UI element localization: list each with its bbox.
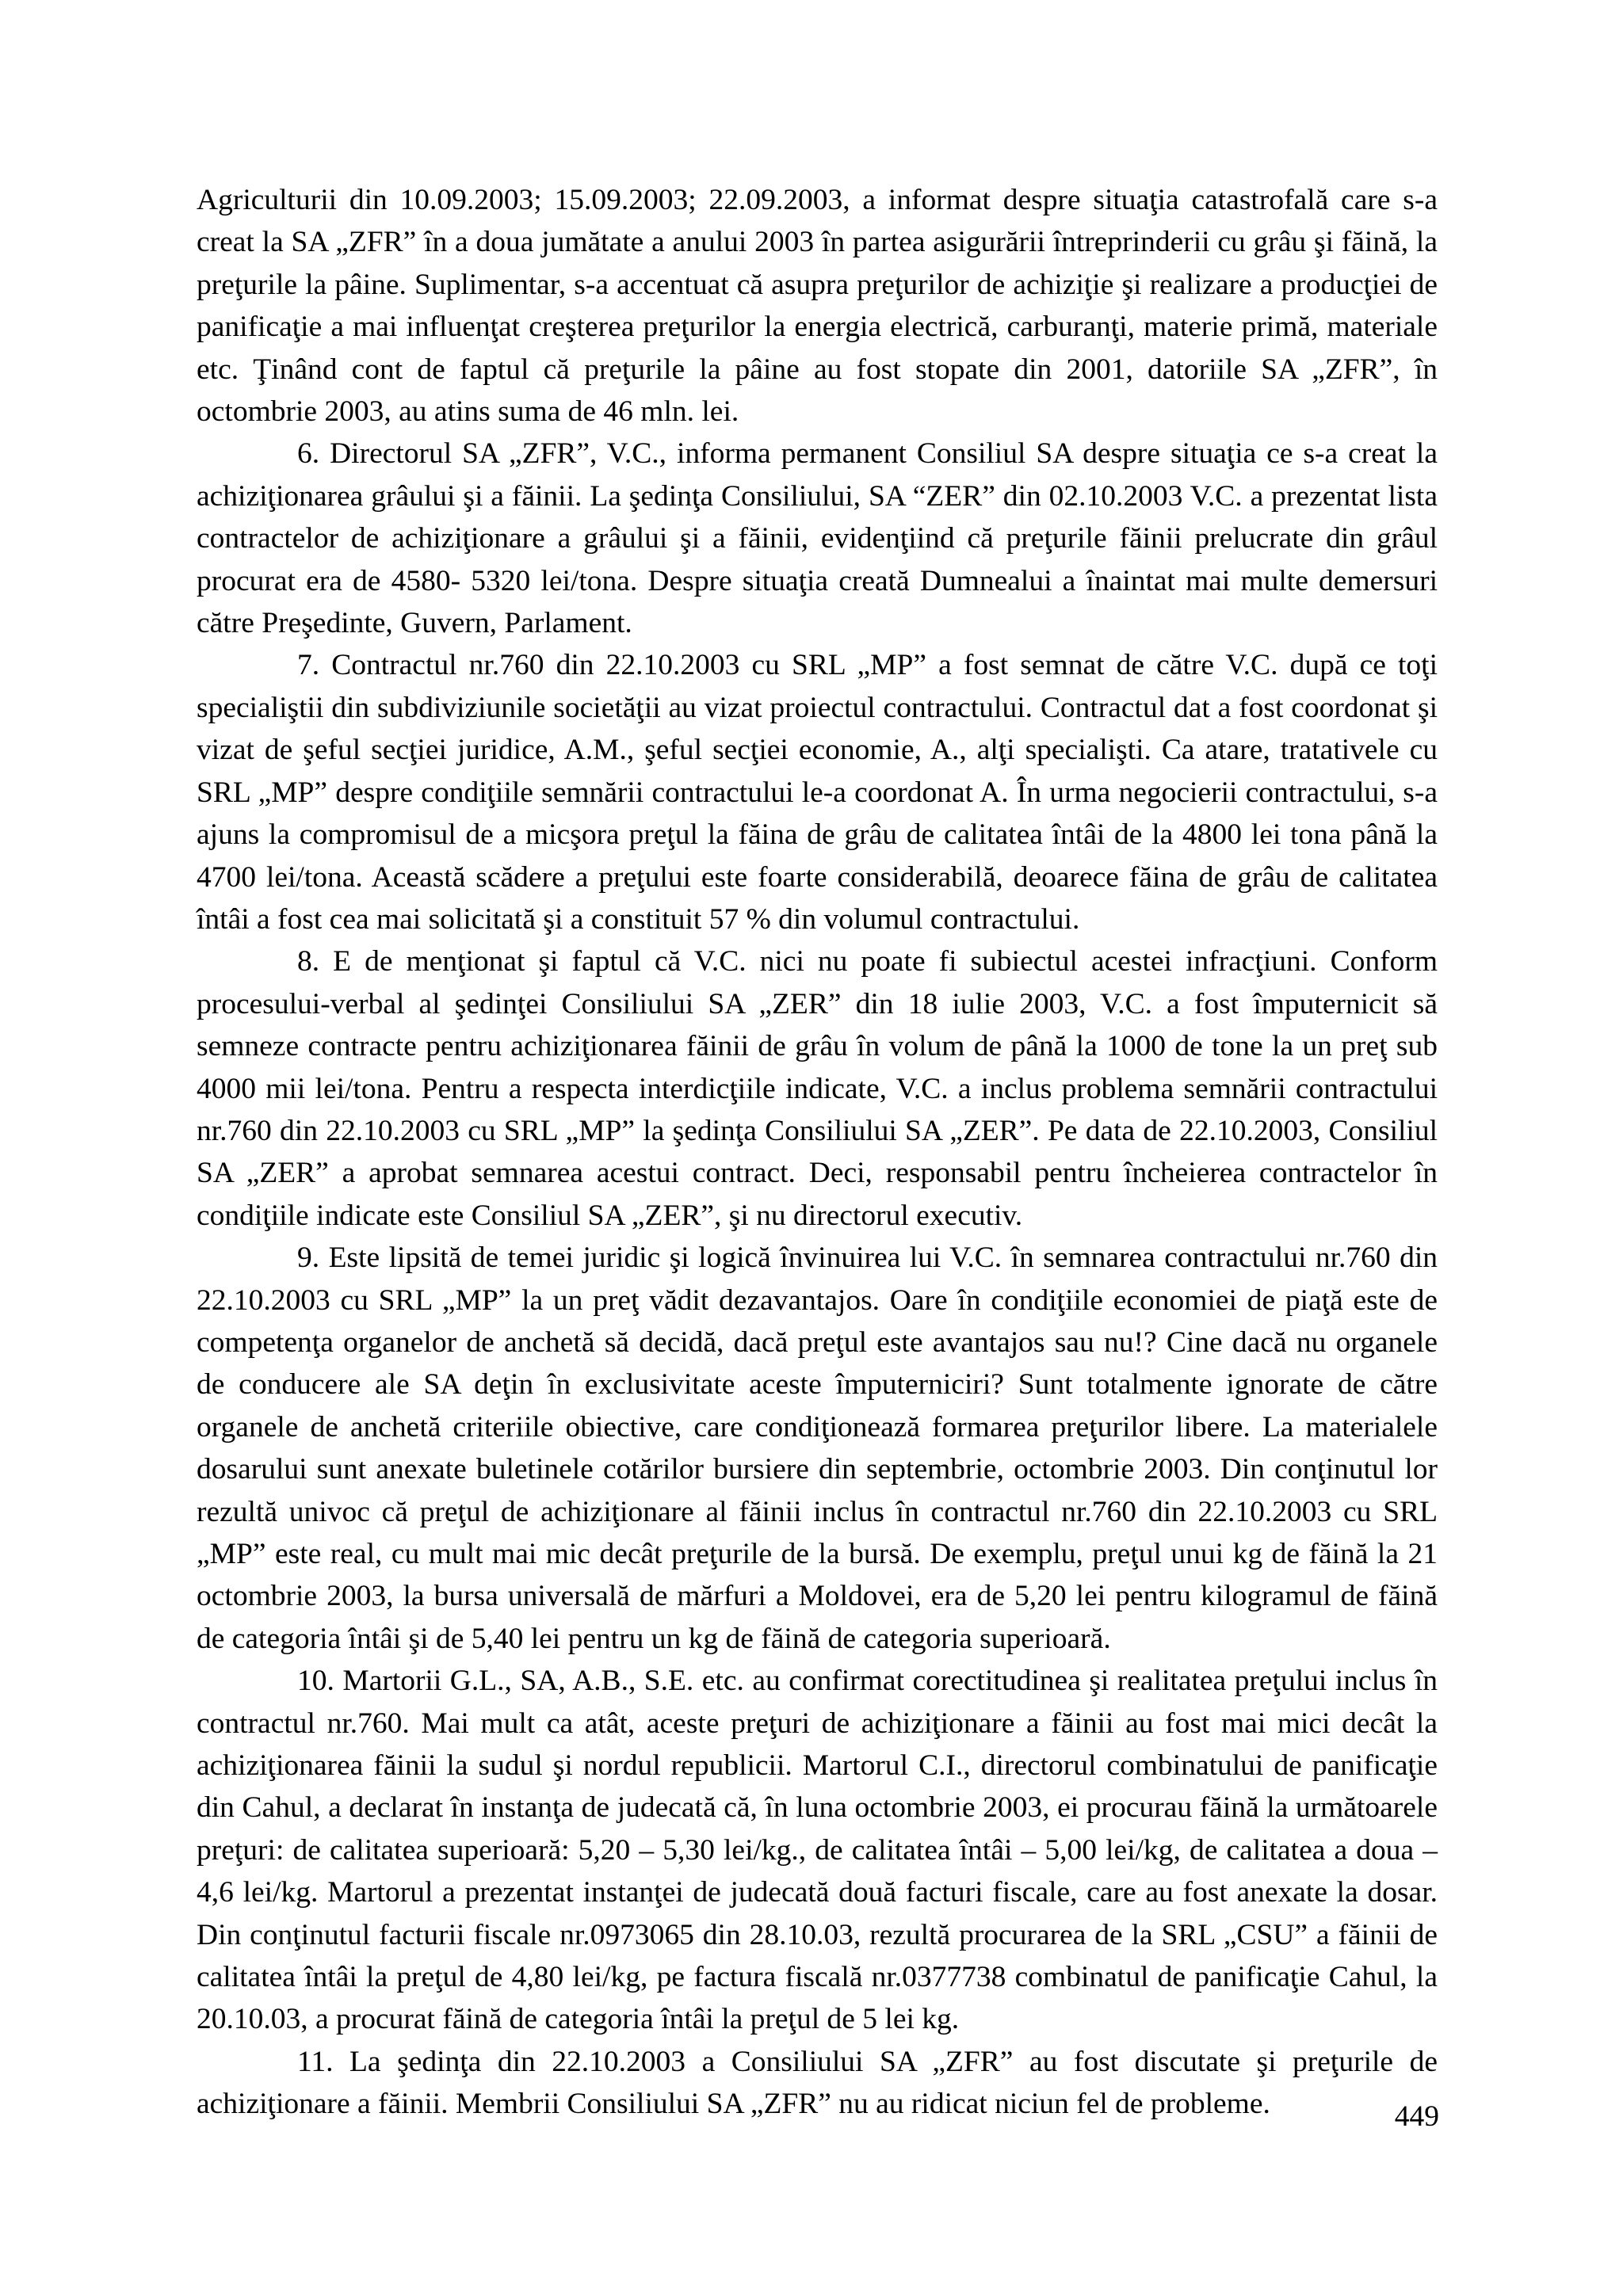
paragraph-7: 7. Contractul nr.760 din 22.10.2003 cu SRL „MP” a fost semnat de către V.C. după ce toţi specialiştii din subdiviziunile societăţii au vizat proiectul contractului. Contractul dat a fost coordonat şi vizat de şeful secţiei juridice, A.M., şeful secţiei economie, A., alţi specialişti. Ca atare, tratativele cu SRL „MP” despre condiţiile semnării contractului le-a coordonat A. În urma negocierii contractului, s-a ajuns la compromisul de a micşora preţul la făina de grâu de calitatea întâi de la 4800 lei tona până la 4700 lei/tona. Această scădere a preţului este foarte considerabilă, deoarece făina de grâu de calitatea întâi a fost cea mai solicitată şi a constituit 57 % din volumul contractului.	[197, 649, 1438, 936]
paragraph-continuation: Agriculturii din 10.09.2003; 15.09.2003; 22.09.2003, a informat despre situaţia catastrofală care s-a creat la SA „ZFR” în a doua jumătate a anului 2003 în partea asigurării întreprinderii cu grâu şi făină, la preţurile la pâine. Suplimentar, s-a accentuat că asupra preţurilor de achiziţie şi realizare a producţiei de panificaţie a mai influenţat creşterea preţurilor la energia electrică, carburanţi, materie primă, materiale etc. Ţinând cont de faptul că preţurile la pâine au fost stopate din 2001, datoriile SA „ZFR”, în octombrie 2003, au atins suma de 46 mln. lei.	[197, 184, 1438, 429]
paragraph-6: 6. Directorul SA „ZFR”, V.C., informa permanent Consiliul SA despre situaţia ce s-a creat la achiziţionarea grâului şi a făinii. La şedinţa Consiliului, SA “ZER” din 02.10.2003 V.C. a prezentat lista contractelor de achiziţionare a grâului şi a făinii, evidenţiind că preţurile făinii prelucrate din grâul procurat era de 4580- 5320 lei/tona. Despre situaţia creată Dumnealui a înaintat mai multe demersuri către Preşedinte, Guvern, Parlament.	[197, 437, 1438, 640]
page-number: 449	[1394, 2100, 1439, 2133]
body-text	[197, 179, 1438, 2126]
paragraph-10: 10. Martorii G.L., SA, A.B., S.E. etc. au confirmat corectitudinea şi realitatea preţului inclus în contractul nr.760. Mai mult ca atât, aceste preţuri de achiziţionare a făinii au fost mai mici decât la achiziţionarea făinii la sudul şi nordul republicii. Martorul C.I., directorul combinatului de panificaţie din Cahul, a declarat în instanţa de judecată că, în luna octombrie 2003, ei procurau făină la următoarele preţuri: de calitatea superioară: 5,20 – 5,30 lei/kg., de calitatea întâi – 5,00 lei/kg, de calitatea a doua – 4,6 lei/kg. Martorul a prezentat instanţei de judecată două facturi fiscale, care au fost anexate la dosar. Din conţinutul facturii fiscale nr.0973065 din 28.10.03, rezultă procurarea de la SRL „CSU” a făinii de calitatea întâi la preţul de 4,80 lei/kg, pe factura fiscală nr.0377738 combinatul de panificaţie Cahul, la 20.10.03, a procurat făină de categoria întâi la preţul de 5 lei kg.	[197, 1665, 1438, 2036]
paragraph-11: 11. La şedinţa din 22.10.2003 a Consiliului SA „ZFR” au fost discutate şi preţurile de achiziţionare a făinii. Membrii Consiliului SA „ZFR” nu au ridicat niciun fel de probleme.	[197, 2045, 1438, 2121]
paragraph-8: 8. E de menţionat şi faptul că V.C. nici nu poate fi subiectul acestei infracţiuni. Conform procesului-verbal al şedinţei Consiliului SA „ZER” din 18 iulie 2003, V.C. a fost împuternicit să semneze contracte pentru achiziţionarea făinii de grâu în volum de până la 1000 de tone la un preţ sub 4000 mii lei/tona. Pentru a respecta interdicţiile indicate, V.C. a inclus problema semnării contractului nr.760 din 22.10.2003 cu SRL „MP” la şedinţa Consiliului SA „ZER”. Pe data de 22.10.2003, Consiliul SA „ZER” a aprobat semnarea acestui contract. Deci, responsabil pentru încheierea contractelor în condiţiile indicate este Consiliul SA „ZER”, şi nu directorul executiv.	[197, 945, 1438, 1232]
paragraph-9: 9. Este lipsită de temei juridic şi logică învinuirea lui V.C. în semnarea contractului nr.760 din 22.10.2003 cu SRL „MP” la un preţ vădit dezavantajos. Oare în condiţiile economiei de piaţă este de competenţa organelor de anchetă să decidă, dacă preţul este avantajos sau nu!? Cine dacă nu organele de conducere ale SA deţin în exclusivitate aceste împuterniciri? Sunt totalmente ignorate de către organele de anchetă criteriile obiective, care condiţionează formarea preţurilor libere. La materialele dosarului sunt anexate buletinele cotărilor bursiere din septembrie, octombrie 2003. Din conţinutul lor rezultă univoc că preţul de achiziţionare al făinii inclus în contractul nr.760 din 22.10.2003 cu SRL „MP” este real, cu mult mai mic decât preţurile de la bursă. De exemplu, preţul unui kg de făină la 21 octombrie 2003, la bursa universală de mărfuri a Moldovei, era de 5,20 lei pentru kilogramul de făină de categoria întâi şi de 5,40 lei pentru un kg de făină de categoria superioară.	[197, 1241, 1438, 1655]
